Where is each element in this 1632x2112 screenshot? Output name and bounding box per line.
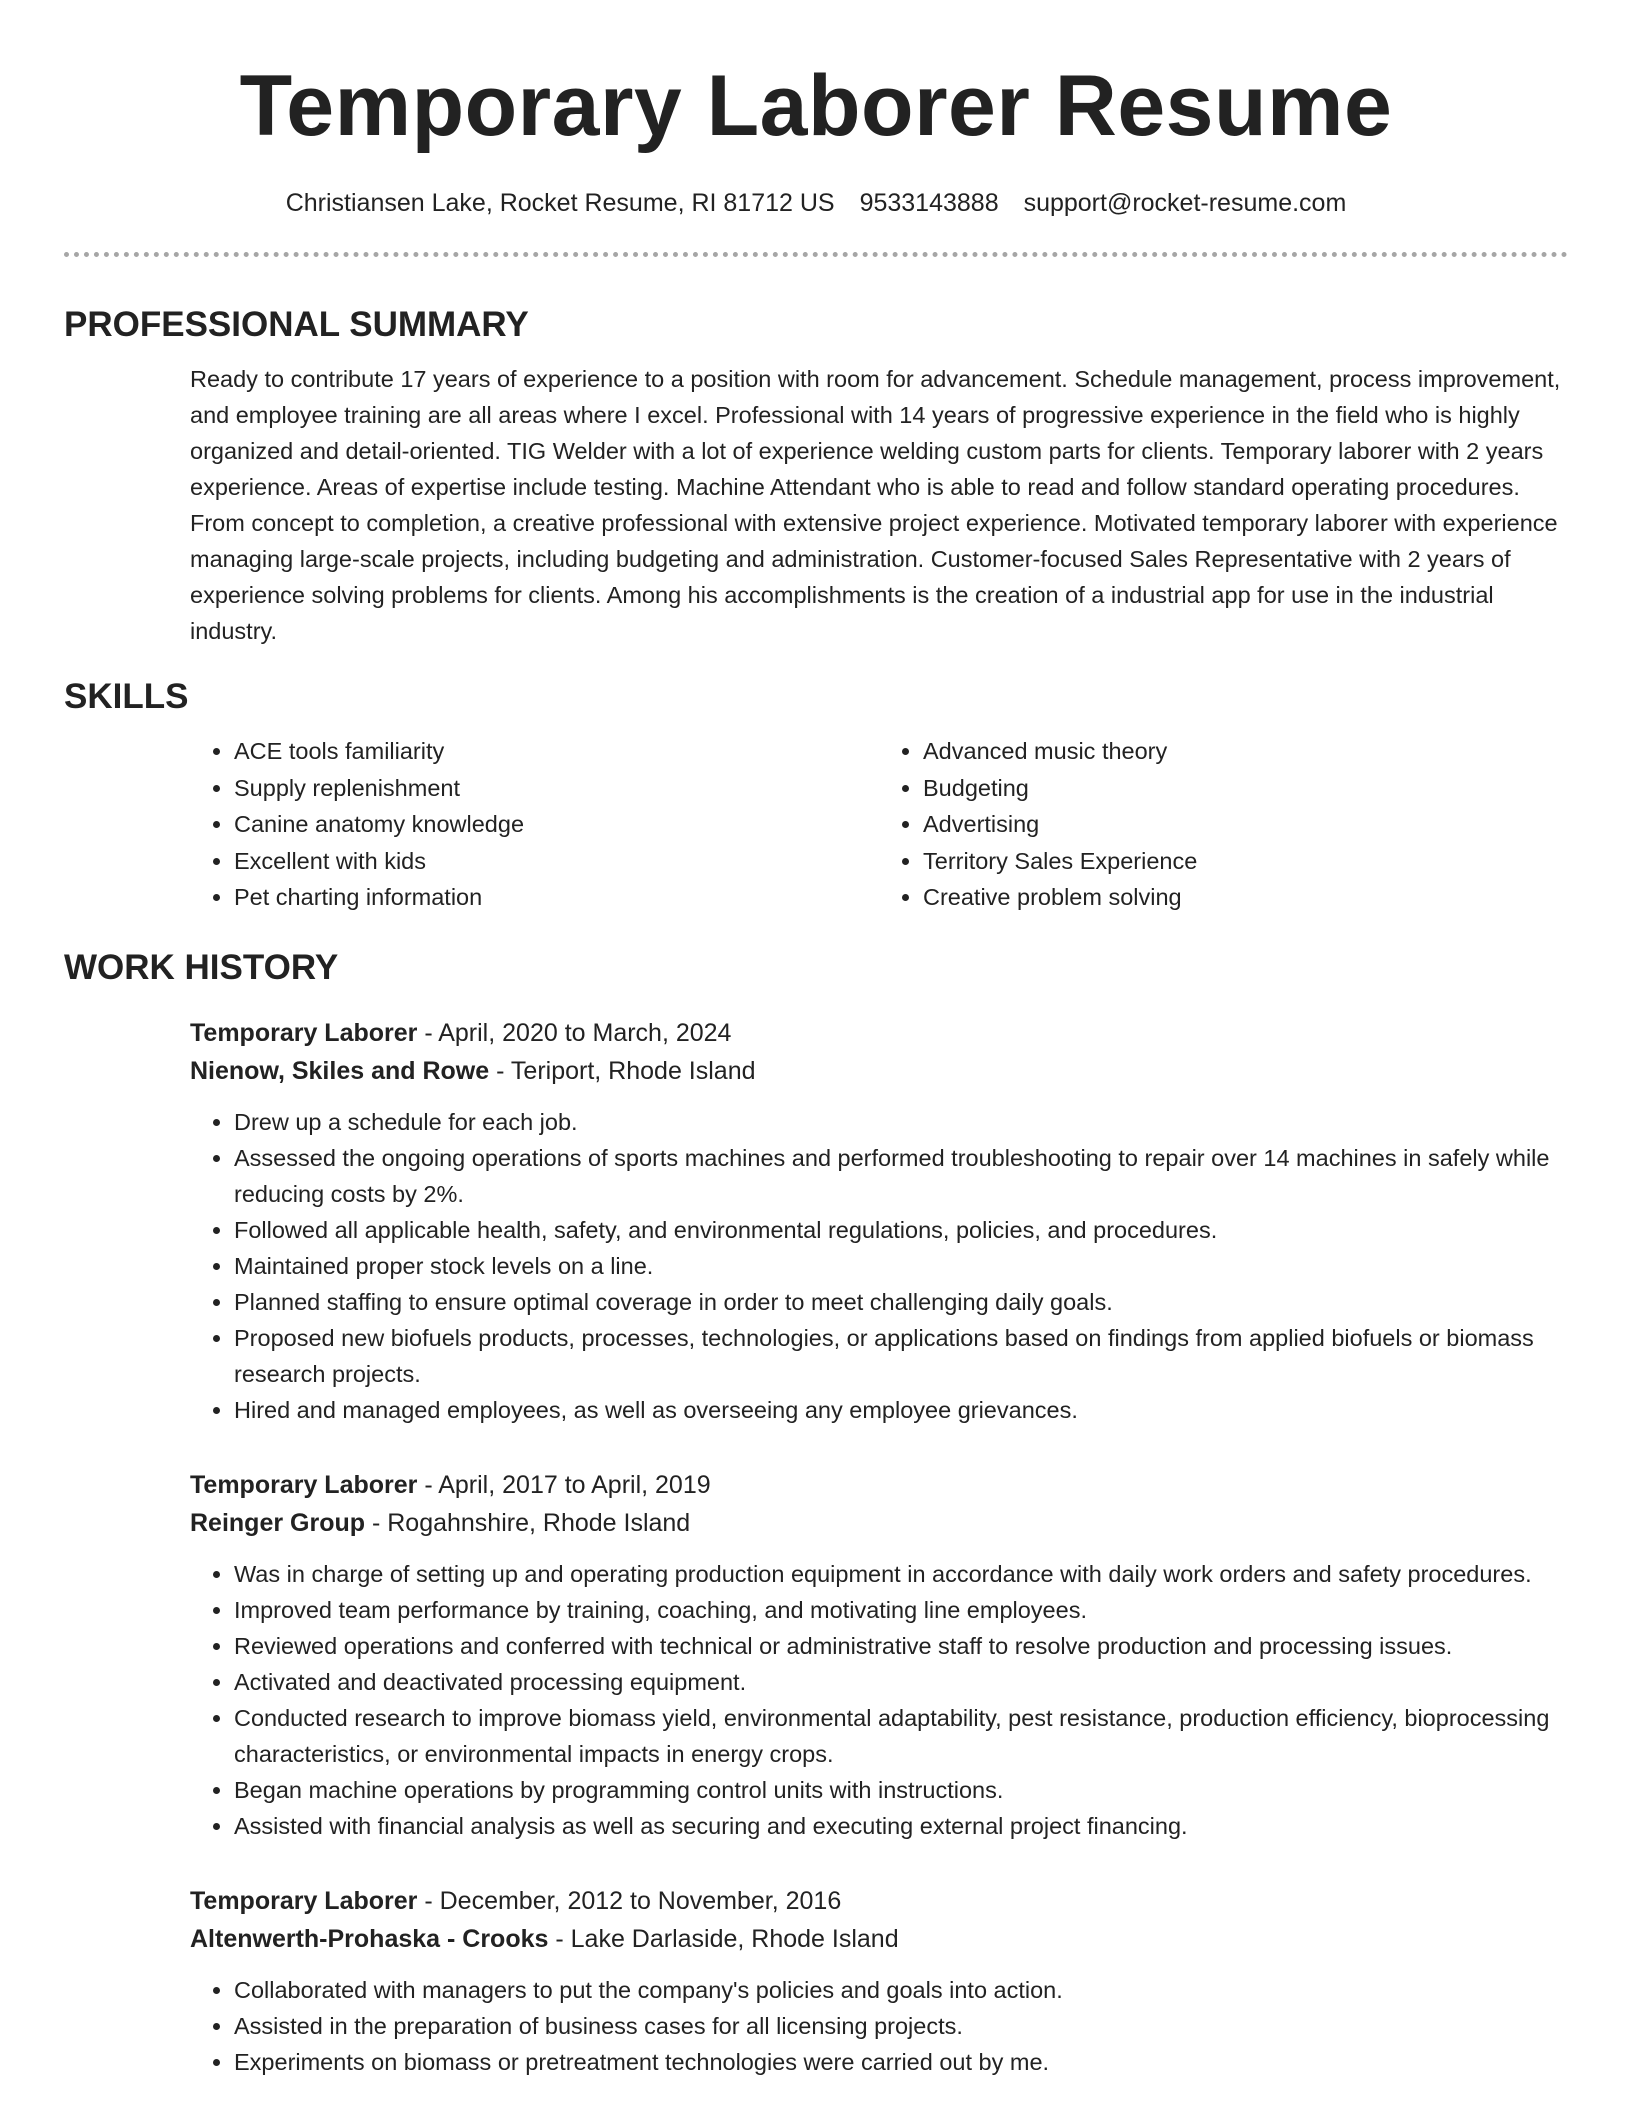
skill-item: • ACE tools familiarity: [234, 733, 879, 770]
contact-line: [64, 186, 1568, 220]
job-bullet: • Assisted with financial analysis as well as securing and executing external project financing.: [234, 1808, 1568, 1844]
job-bullet: • Maintained proper stock levels on a line.: [234, 1248, 1568, 1284]
job-bullet: • Assessed the ongoing operations of sports machines and performed troubleshooting to repair over 14 machines in safely while reducing costs by 2%.: [234, 1140, 1568, 1212]
job-location: - Teriport, Rhode Island: [489, 1056, 756, 1085]
job-bullet: • Assisted in the preparation of business cases for all licensing projects.: [234, 2008, 1568, 2044]
skills-heading: SKILLS: [64, 677, 189, 716]
skill-item: • Advanced music theory: [923, 733, 1568, 770]
job-entry: [64, 1014, 1568, 1428]
skills-column-right: [879, 733, 1568, 916]
job-bullet: • Was in charge of setting up and operating production equipment in accordance with daily work orders and safety procedures.: [234, 1556, 1568, 1592]
summary-heading: PROFESSIONAL SUMMARY: [64, 305, 529, 344]
job-entry: [64, 1882, 1568, 2080]
skills-list: [64, 733, 1568, 916]
job-title: Temporary Laborer: [190, 1886, 418, 1915]
job-bullets: [190, 1556, 1568, 1844]
job-bullet: • Activated and deactivated processing equipment.: [234, 1664, 1568, 1700]
job-location: - Rogahnshire, Rhode Island: [365, 1508, 691, 1537]
job-company-line: [190, 1052, 1568, 1090]
job-bullet: • Hired and managed employees, as well as overseeing any employee grievances.: [234, 1392, 1568, 1428]
job-dates: - April, 2020 to March, 2024: [417, 1018, 732, 1047]
work-history-heading: WORK HISTORY: [64, 947, 339, 987]
skill-item: • Territory Sales Experience: [923, 843, 1568, 880]
job-company-line: [190, 1920, 1568, 1958]
job-title-line: [190, 1466, 1568, 1504]
job-bullet: • Reviewed operations and conferred with technical or administrative staff to resolve production and processing issues.: [234, 1628, 1568, 1664]
job-bullets: [190, 1104, 1568, 1428]
contact-address: Christiansen Lake, Rocket Resume, RI 81712 US: [285, 189, 835, 217]
job-entry: [64, 1466, 1568, 1844]
job-bullet: • Proposed new biofuels products, processes, technologies, or applications based on findings from applied biofuels or biomass research projects.: [234, 1320, 1568, 1392]
skills-column-left: [190, 733, 879, 916]
header-divider: [64, 252, 1568, 257]
job-location: - Lake Darlaside, Rhode Island: [548, 1924, 899, 1953]
contact-email: support@rocket-resume.com: [1023, 189, 1347, 217]
job-bullet: • Experiments on biomass or pretreatment technologies were carried out by me.: [234, 2044, 1568, 2080]
job-company: Nienow, Skiles and Rowe: [190, 1056, 490, 1085]
job-bullet: • Conducted research to improve biomass yield, environmental adaptability, pest resistance, production efficiency, bioprocessing characteristics, or environmental impacts in energy crops.: [234, 1700, 1568, 1772]
summary-text: Ready to contribute 17 years of experience to a position with room for advancement. Schedule management, process improvement, and employee training are all areas where I excel. Professional with 14 years of progressive experience in the field who is highly organized and detail-oriented. TIG Welder with a lot of experience welding custom parts for clients. Temporary laborer with 2 years experience. Areas of expertise include testing. Machine Attendant who is able to read and follow standard operating procedures. From concept to completion, a creative professional with extensive project experience. Motivated temporary laborer with experience managing large-scale projects, including budgeting and administration. Customer-focused Sales Representative with 2 years of experience solving problems for clients. Among his accomplishments is the creation of a industrial app for use in the industrial industry.: [190, 366, 1561, 644]
skill-item: • Excellent with kids: [234, 843, 879, 880]
job-title-line: [190, 1882, 1568, 1920]
job-company: Altenwerth-Prohaska - Crooks: [190, 1924, 549, 1953]
job-title: Temporary Laborer: [190, 1018, 418, 1047]
skill-item: • Creative problem solving: [923, 879, 1568, 916]
job-bullet: • Drew up a schedule for each job.: [234, 1104, 1568, 1140]
job-bullet: • Followed all applicable health, safety, and environmental regulations, policies, and procedures.: [234, 1212, 1568, 1248]
job-title-line: [190, 1014, 1568, 1052]
summary-section: [64, 361, 1568, 649]
job-dates: - December, 2012 to November, 2016: [417, 1886, 842, 1915]
job-company: Reinger Group: [190, 1508, 366, 1537]
job-bullet: • Collaborated with managers to put the company's policies and goals into action.: [234, 1972, 1568, 2008]
job-bullets: [190, 1972, 1568, 2080]
skill-item: • Canine anatomy knowledge: [234, 806, 879, 843]
skill-item: • Supply replenishment: [234, 770, 879, 807]
job-company-line: [190, 1504, 1568, 1542]
job-title: Temporary Laborer: [190, 1470, 418, 1499]
contact-phone: 9533143888: [859, 189, 999, 217]
skill-item: • Budgeting: [923, 770, 1568, 807]
resume-title: Temporary Laborer Resume: [239, 58, 1393, 154]
job-bullet: • Planned staffing to ensure optimal coverage in order to meet challenging daily goals.: [234, 1284, 1568, 1320]
job-dates: - April, 2017 to April, 2019: [417, 1470, 711, 1499]
job-bullet: • Began machine operations by programming control units with instructions.: [234, 1772, 1568, 1808]
skill-item: • Advertising: [923, 806, 1568, 843]
job-bullet: • Improved team performance by training, coaching, and motivating line employees.: [234, 1592, 1568, 1628]
skill-item: • Pet charting information: [234, 879, 879, 916]
